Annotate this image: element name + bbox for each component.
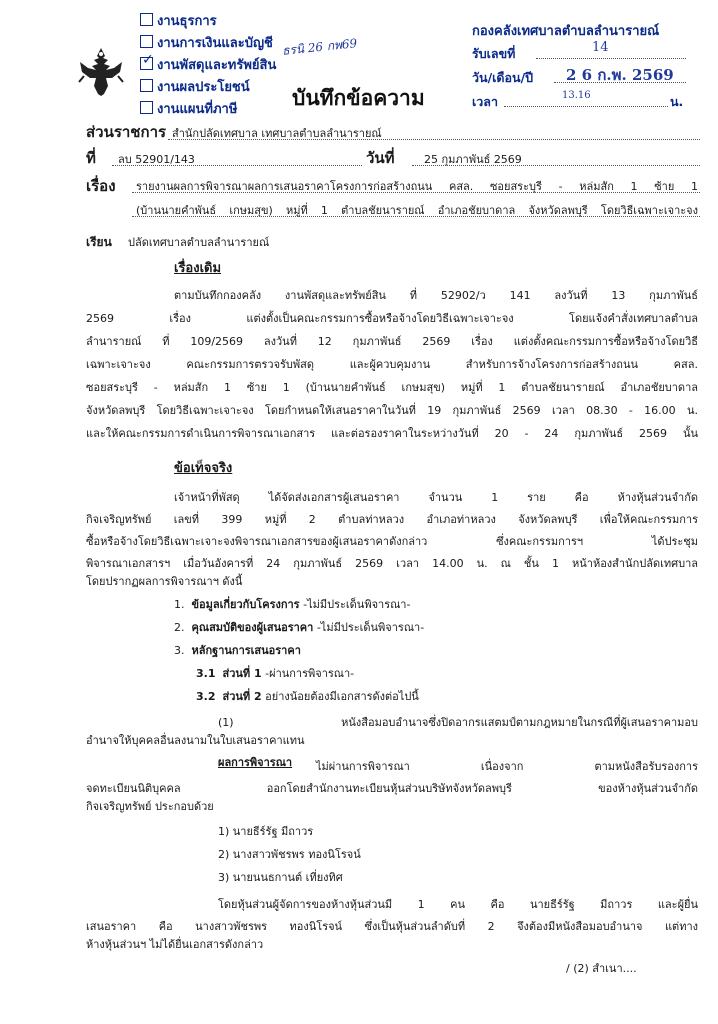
closing-line-3: ห้างหุ้นส่วนฯ ไม่ได้ยื่นเอกสารดังกล่าว [86, 938, 264, 951]
background-line-5: ซอยสระบุรี - หล่มสัก 1 ซ้าย 1 (บ้านนายคำพันธ์ เกษมสุข) หมู่ที่ 1 ตำบลชัยนารายณ์ อำเภอชัยบาดาล [86, 381, 698, 394]
stamp-time-label: เวลา [472, 94, 498, 109]
background-line-4: เฉพาะเจาะจง คณะกรรมการตรวจรับพัสดุ และผู้ควบคุมงาน สำหรับการจ้างโครงการก่อสร้างถนน คสล. [86, 358, 698, 371]
checkbox-icon [140, 35, 153, 48]
facts-heading: ข้อเท็จจริง [174, 461, 233, 476]
facts-line-2: กิจเจริญทรัพย์ เลขที่ 399 หมู่ที่ 2 ตำบลท่าหลวง อำเภอท่าหลวง จังหวัดลพบุรี เพื่อให้คณะกรรมการ [86, 513, 698, 526]
dept-checkbox-tax-map[interactable]: งานแผนที่ภาษี [140, 98, 237, 119]
dept-checkbox-revenue[interactable]: งานผลประโยชน์ [140, 76, 250, 97]
facts-line-1: เจ้าหน้าที่พัสดุ ได้จัดส่งเอกสารผู้เสนอราคา จำนวน 1 ราย คือ ห้างหุ้นส่วนจำกัด [174, 491, 698, 504]
checkbox-icon [140, 79, 153, 92]
background-heading: เรื่องเดิม [174, 261, 222, 276]
checkbox-icon [140, 101, 153, 114]
facts-line-4: พิจารณาเอกสารฯ เมื่อวันอังคารที่ 24 กุมภาพันธ์ 2569 เวลา 14.00 น. ณ ชั้น 1 หน้าห้องสำนักปลัดเทศบาล [86, 557, 698, 570]
ref-dots [112, 165, 362, 166]
facts-sub-2: 3.2 ส่วนที่ 2 อย่างน้อยต้องมีเอกสารดังต่อไปนี้ [196, 690, 419, 703]
stamp-time-dots [504, 106, 668, 107]
subject-line-1: รายงานผลการพิจารณาผลการเสนอราคาโครงการก่อสร้างถนน คสล. ซอยสระบุรี - หล่มสัก 1 ซ้าย 1 [136, 180, 698, 193]
stamp-receive-dots [536, 58, 686, 59]
poa-line-1: (1) หนังสือมอบอำนาจซึ่งปิดอากรแสตมป์ตามกฎหมายในกรณีที่ผู้เสนอราคามอบ [218, 716, 698, 729]
subject-label: เรื่อง [86, 177, 116, 195]
stamp-date-label: วัน/เดือน/ปี [472, 70, 534, 85]
dept-checkbox-supplies[interactable]: ✓ งานพัสดุและทรัพย์สิน [142, 52, 277, 73]
ref-value: ลบ 52901/143 [118, 153, 195, 166]
facts-item-1: 1. ข้อมูลเกี่ยวกับโครงการ -ไม่มีประเด็นพิจารณา- [174, 598, 411, 611]
stamp-title: กองคลังเทศบาลตำบลลำนารายณ์ [472, 24, 660, 39]
date-value: 25 กุมภาพันธ์ 2569 [424, 153, 522, 166]
subject-dots-2 [132, 216, 700, 217]
background-line-3: ลำนารายณ์ ที่ 109/2569 ลงวันที่ 12 กุมภาพันธ์ 2569 เรื่อง แต่งตั้งคณะกรรมการซื้อหรือจ้างโดยวิธี [86, 335, 698, 348]
poa-line-2: อำนาจให้บุคคลอื่นลงนามในใบเสนอราคาแทน [86, 734, 305, 747]
facts-item-2: 2. คุณสมบัติของผู้เสนอราคา -ไม่มีประเด็นพิจารณา- [174, 621, 425, 634]
salutation-value: ปลัดเทศบาลตำบลลำนารายณ์ [128, 236, 270, 249]
stamp-time-value: 13.16 [562, 90, 591, 101]
facts-line-5: โดยปรากฏผลการพิจารณาฯ ดังนี้ [86, 575, 243, 588]
receipt-stamp [462, 18, 692, 118]
stamp-receive-no: 14 [592, 40, 609, 55]
partner-3: 3) นายนนธกานต์ เที่ยงทิศ [218, 871, 343, 884]
garuda-emblem [76, 46, 126, 98]
background-line-6: จังหวัดลพบุรี โดยวิธีเฉพาะเจาะจง โดยกำหนดให้เสนอราคาในวันที่ 19 กุมภาพันธ์ 2569 เวลา 08.30 - 16.00 น. [86, 404, 698, 417]
facts-line-3: ซื้อหรือจ้างโดยวิธีเฉพาะเจาะจงพิจารณาเอกสารของผู้เสนอราคาดังกล่าว ซึ่งคณะกรรมการฯ ได้ประชุม [86, 535, 698, 548]
partner-1: 1) นายธีร์รัฐ มีถาวร [218, 825, 314, 838]
checkbox-icon [140, 13, 153, 26]
background-line-1: ตามบันทึกกองคลัง งานพัสดุและทรัพย์สิน ที่ 52902/ว 141 ลงวันที่ 13 กุมภาพันธ์ [174, 289, 698, 302]
stamp-date-value: 2 6 ก.พ. 2569 [566, 66, 674, 84]
result-label: ผลการพิจารณา [218, 756, 293, 769]
ref-label: ที่ [86, 149, 96, 167]
subject-dots-1 [132, 192, 700, 193]
continuation-note: / (2) สำเนา.... [566, 962, 637, 975]
result-line-1: ไม่ผ่านการพิจารณา เนื่องจาก ตามหนังสือรับรองการ [316, 760, 698, 773]
closing-line-1: โดยหุ้นส่วนผู้จัดการของห้างหุ้นส่วนมี 1 คน คือ นายธีร์รัฐ มีถาวร และผู้ยื่น [218, 898, 698, 911]
dept-checkbox-admin[interactable]: งานธุรการ [140, 10, 217, 31]
facts-sub-1: 3.1 ส่วนที่ 1 -ผ่านการพิจารณา- [196, 667, 355, 680]
salutation-label: เรียน [86, 235, 112, 249]
agency-label: ส่วนราชการ [86, 123, 167, 141]
facts-item-3: 3. หลักฐานการเสนอราคา [174, 644, 301, 657]
agency-value: สำนักปลัดเทศบาล เทศบาลตำบลลำนารายณ์ [172, 127, 382, 140]
date-dots [412, 165, 700, 166]
date-label: วันที่ [366, 149, 395, 167]
background-line-7: และให้คณะกรรมการดำเนินการพิจารณาเอกสาร และต่อรองราคาในระหว่างวันที่ 20 - 24 กุมภาพันธ์ 2569 นั้น [86, 427, 698, 440]
background-line-2: 2569 เรื่อง แต่งตั้งเป็นคณะกรรมการซื้อหรือจ้างโดยวิธีเฉพาะเจาะจง โดยแจ้งคำสั่งเทศบาลตำบล [86, 312, 698, 325]
memo-title: บันทึกข้อความ [292, 86, 425, 110]
agency-dots [168, 139, 700, 140]
partner-2: 2) นางสาวพัชรพร ทองนิโรจน์ [218, 848, 361, 861]
dept-checkbox-finance[interactable]: งานการเงินและบัญชี [140, 32, 273, 53]
handwritten-note: ธรนิ 26 กพ69 [281, 36, 358, 58]
closing-line-2: เสนอราคา คือ นางสาวพัชรพร ทองนิโรจน์ ซึ่งเป็นหุ้นส่วนลำดับที่ 2 จึงต้องมีหนังสือมอบอำนาจ แต่ทาง [86, 920, 698, 933]
result-line-2: จดทะเบียนนิติบุคคล ออกโดยสำนักงานทะเบียนหุ้นส่วนบริษัทจังหวัดลพบุรี ของห้างหุ้นส่วนจำกัด [86, 782, 698, 795]
subject-line-2: (บ้านนายคำพันธ์ เกษมสุข) หมู่ที่ 1 ตำบลชัยนารายณ์ อำเภอชัยบาดาล จังหวัดลพบุรี โดยวิธีเฉพาะเจาะจง [136, 204, 698, 217]
result-line-3: กิจเจริญทรัพย์ ประกอบด้วย [86, 800, 214, 813]
stamp-time-unit: น. [670, 94, 684, 109]
checkmark-icon: ✓ [142, 52, 154, 68]
stamp-receive-label: รับเลขที่ [472, 46, 516, 61]
